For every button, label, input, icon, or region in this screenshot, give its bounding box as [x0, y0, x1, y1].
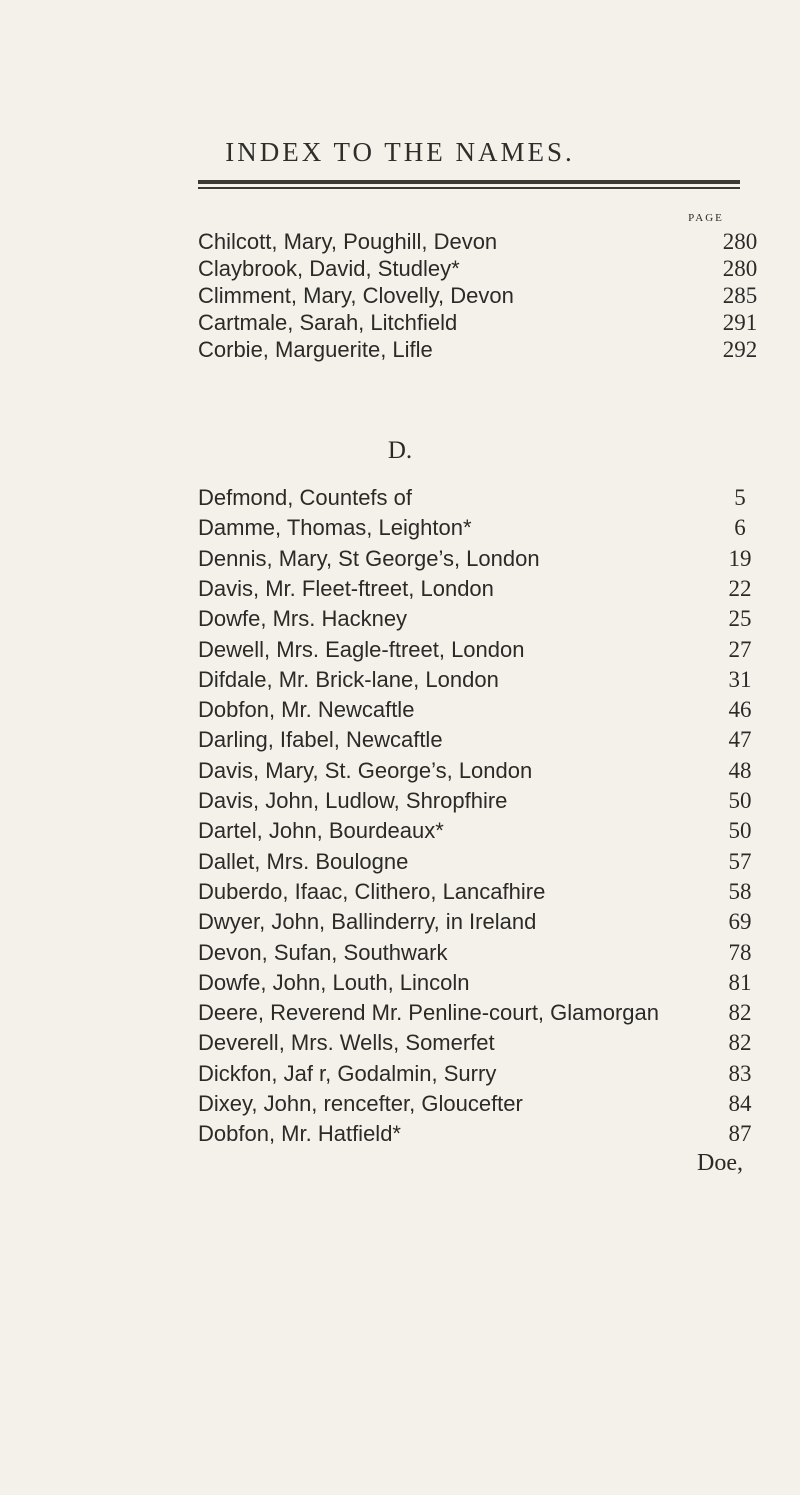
entry-name: Dwyer, John, Ballinderry, in Ireland: [198, 909, 537, 935]
entry-page-number: 87: [728, 1121, 752, 1147]
entry-page-number: 280: [722, 256, 758, 281]
entry-name: Dowfe, John, Louth, Lincoln: [198, 969, 470, 995]
entry-name: Dewell, Mrs. Eagle-ftreet, London: [198, 636, 525, 662]
index-entry: [198, 606, 788, 639]
entry-name: Dennis, Mary, St George’s, London: [198, 545, 540, 571]
entry-page-number: 69: [728, 909, 752, 935]
entry-page-number: 46: [728, 697, 752, 723]
index-entry: [198, 909, 788, 942]
entry-name: Duberdo, Ifaac, Clithero, Lancafhire: [198, 878, 546, 904]
index-entry: [198, 758, 788, 791]
entry-page-number: 50: [728, 818, 752, 844]
entry-name: Devon, Sufan, Southwark: [198, 939, 448, 965]
entry-page-number: 57: [728, 848, 752, 874]
entry-name: Chilcott, Mary, Poughill, Devon: [198, 229, 498, 254]
entry-page-number: 47: [728, 727, 752, 753]
entry-name: Davis, Mary, St. George’s, London: [198, 757, 533, 783]
section-heading-d: D.: [387, 437, 413, 464]
index-entry: [198, 1030, 788, 1063]
catchword: Doe,: [697, 1150, 743, 1176]
entry-name: Davis, Mr. Fleet-ftreet, London: [198, 575, 494, 601]
index-entry: [198, 1061, 788, 1094]
entry-name: Corbie, Marguerite, Lifle: [198, 337, 433, 362]
index-entry: [198, 637, 788, 670]
entry-page-number: 48: [728, 757, 752, 783]
entry-page-number: 81: [728, 969, 752, 995]
entry-page-number: 280: [722, 229, 758, 254]
entry-page-number: 84: [728, 1091, 752, 1116]
index-entry: [198, 940, 788, 973]
entry-page-number: 22: [728, 575, 752, 601]
entry-name: Dowfe, Mrs. Hackney: [198, 606, 408, 632]
index-entry: [198, 485, 788, 518]
entry-page-number: 285: [722, 283, 758, 308]
entry-page-number: 292: [722, 337, 758, 362]
entry-name: Darling, Ifabel, Newcaftle: [198, 727, 443, 753]
entry-page-number: 25: [728, 606, 752, 632]
entry-page-number: 82: [728, 1000, 752, 1026]
entry-name: Deverell, Mrs. Wells, Somerfet: [198, 1030, 495, 1056]
entry-name: Damme, Thomas, Leighton*: [198, 515, 472, 541]
entry-name: Cartmale, Sarah, Litchfield: [198, 310, 458, 335]
index-entry: [198, 667, 788, 700]
entry-page-number: 5: [734, 485, 746, 510]
entry-page-number: 82: [728, 1030, 752, 1056]
page-column-label: PAGE: [688, 212, 724, 224]
header-rule-thick: [198, 180, 740, 184]
entry-name: Claybrook, David, Studley*: [198, 256, 460, 281]
index-entry: [198, 879, 788, 912]
entry-name: Dartel, John, Bourdeaux*: [198, 818, 444, 844]
index-entry: [198, 576, 788, 609]
entry-page-number: 6: [734, 515, 746, 541]
entry-name: Dickfon, Jaf r, Godalmin, Surry: [198, 1060, 497, 1086]
entry-page-number: 50: [728, 788, 752, 813]
entry-page-number: 78: [728, 939, 752, 965]
index-entry: [198, 818, 788, 851]
entry-page-number: 83: [728, 1060, 752, 1086]
index-entry: [198, 515, 788, 548]
entry-page-number: 27: [728, 636, 752, 662]
index-entry: [198, 546, 788, 579]
entry-name: Davis, John, Ludlow, Shropfhire: [198, 788, 508, 813]
entry-name: Dallet, Mrs. Boulogne: [198, 848, 409, 874]
entry-name: Difdale, Mr. Brick-lane, London: [198, 666, 499, 692]
entry-name: Dobfon, Mr. Newcaftle: [198, 697, 415, 723]
entry-page-number: 291: [722, 310, 758, 335]
index-entry: [198, 1000, 788, 1033]
index-entry: [198, 788, 788, 821]
entry-name: Dixey, John, rencefter, Gloucefter: [198, 1091, 523, 1116]
entry-name: Dobfon, Mr. Hatfield*: [198, 1121, 401, 1147]
entry-name: Deere, Reverend Mr. Penline-court, Glamorgan: [198, 1000, 659, 1026]
index-entry: [198, 337, 788, 370]
entry-name: Defmond, Countefs of: [198, 485, 413, 510]
index-entry: [198, 970, 788, 1003]
entry-page-number: 19: [728, 545, 752, 571]
page-title: INDEX TO THE NAMES.: [225, 137, 575, 167]
index-entry: [198, 727, 788, 760]
entry-name: Climment, Mary, Clovelly, Devon: [198, 283, 514, 308]
index-entry: [198, 697, 788, 730]
index-entry: [198, 849, 788, 882]
index-entry: [198, 1091, 788, 1124]
header-rule-thin: [198, 187, 740, 189]
entry-page-number: 58: [728, 878, 752, 904]
entry-page-number: 31: [728, 666, 752, 692]
